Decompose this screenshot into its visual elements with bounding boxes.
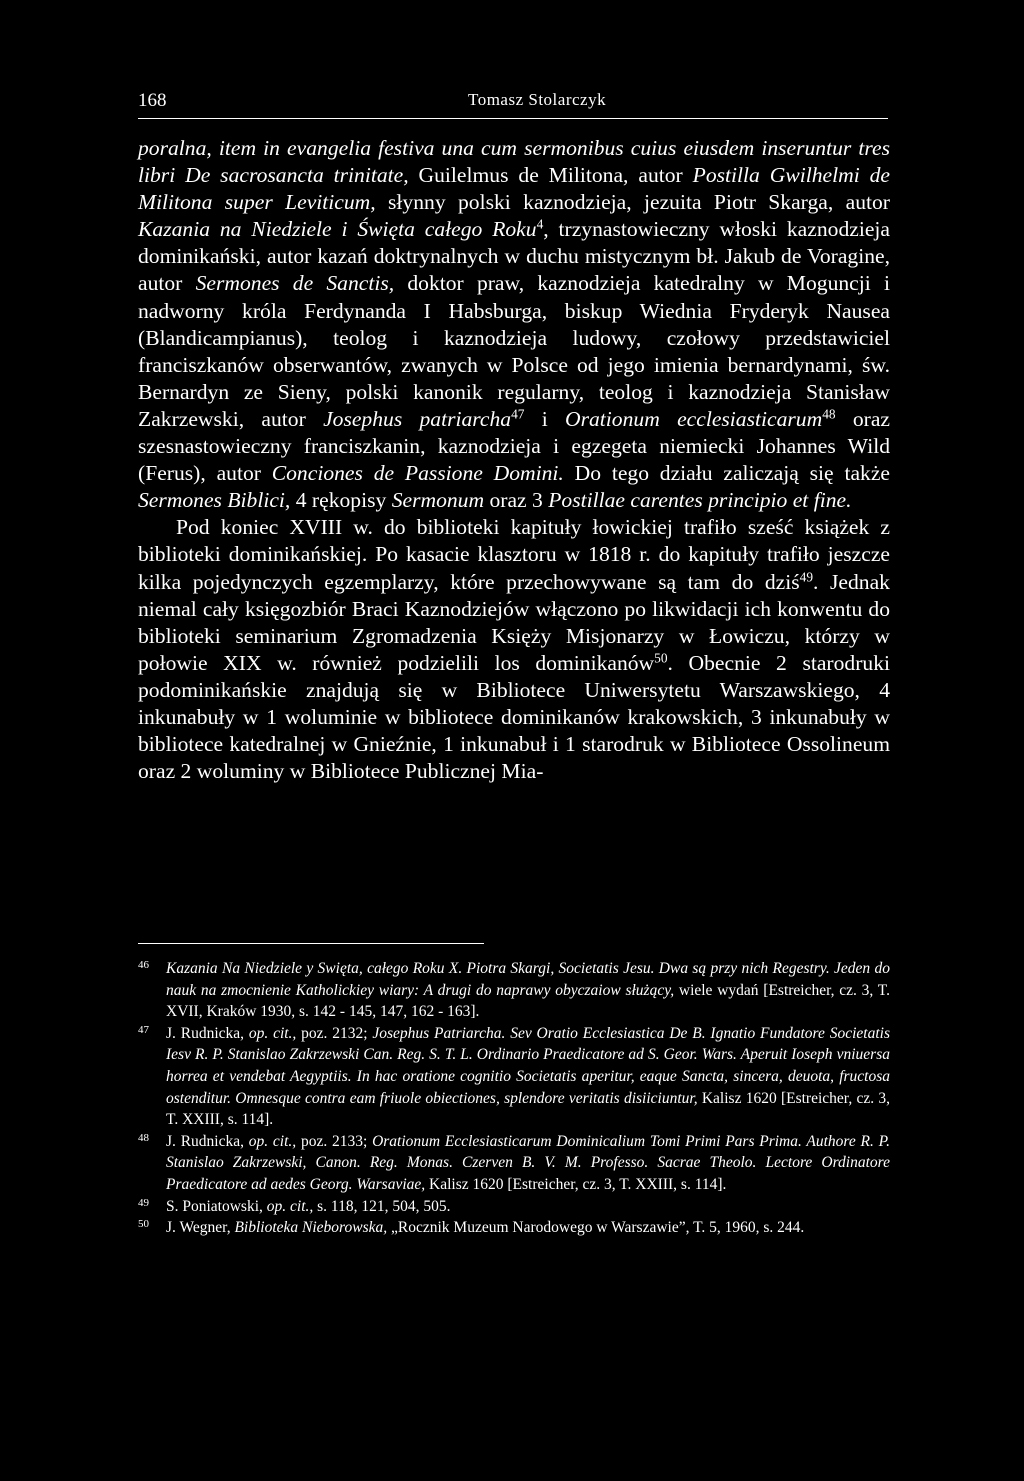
text-span: Do tego działu zaliczają się także <box>563 461 890 486</box>
text-span: . Jednak niemal cały księgozbiór Braci Kaznodziejów włączono po likwidacji ich konwentu do biblioteki seminarium Zgromadzenia Księży Misjonarzy w Łowiczu, którzy w połowie XIX w. również podzielili los dominikanów <box>138 569 890 675</box>
text-span: S. Poniatowski, <box>166 1197 267 1215</box>
text-italic: Josephus Patriarcha. Sev Oratio Ecclesiastica De B. Ignatio Fundatore Societatis Iesv R. P. Stanislao Zakrzewski Can. Reg. S. T. L. Ordinario Praedicatore ad S. Geor. Wars. Aperuit Ioseph vniuersa horrea et vendebat Aegyptiis. In hac oratione cognitio Societatis aperitur, eaque Sancta, sincera, deuota, fructosa ostenditur. Omnesque contra eam friuole obiectiones, splendore veritatis disiiciuntur, <box>166 1024 890 1107</box>
text-span: poz. 2132; <box>296 1024 373 1042</box>
text-italic: Kazania na Niedziele i Święta całego Roku <box>138 217 537 242</box>
text-span: słynny polski kaznodzieja, jezuita Piotr Skarga, autor <box>375 190 890 215</box>
page-header <box>138 90 888 120</box>
text-italic: Sermones Biblici, <box>138 488 291 513</box>
header-rule <box>138 118 888 119</box>
text-italic: Postilla Gwilhelmi de Militona super Leviticum, <box>138 163 890 215</box>
text-italic: Conciones de Passione Domini. <box>271 461 564 486</box>
footnote-ref: 50 <box>654 650 668 666</box>
footnote-50: 50 J. Wegner, Biblioteka Nieborowska, „Rocznik Muzeum Narodowego w Warszawie”, T. 5, 1960, s. 244. <box>138 1218 805 1237</box>
text-italic: op. cit., <box>266 1197 314 1215</box>
text-span: 4 rękopisy <box>290 488 392 513</box>
footnote-ref: 48 <box>822 406 836 422</box>
text-span: doktor praw, kaznodzieja katedralny w Moguncji i nadworny króla Ferdynanda I Habsburga, biskup Wiednia Fryderyk Nausea (Blandicampianus), teolog i kaznodzieja ludowy, czołowy przedstawiciel franciszkanów obserwantów, zwanych w Polsce od jego imienia bernardynami, św. Bernardyn ze Sieny, polski kanonik regularny, teolog i kaznodzieja Stanisław Zakrzewski, autor <box>138 271 890 431</box>
text-italic: op. cit., <box>248 1132 297 1150</box>
footnote-49: 49 S. Poniatowski, op. cit., s. 118, 121, 504, 505. <box>138 1196 451 1215</box>
footnote-ref: 47 <box>511 406 525 422</box>
text-span: poz. 2133; <box>296 1132 373 1150</box>
text-span: Guilelmus de Militona, autor <box>408 163 693 188</box>
text-italic: Josephus patriarcha <box>323 406 512 431</box>
text-span: J. Wegner, <box>166 1219 235 1237</box>
footnote-ref: 49 <box>799 569 814 585</box>
text-italic: Kazania Na Niedziele y Swięta, całego Roku X. Piotra Skargi, Societatis Jesu. Dwa są przy nich Regestry. Jeden do nauk na zmocnienie Katholickiey wiary: A drugi do naprawy obyczaiow służący, <box>166 960 890 999</box>
text-span: oraz 3 <box>484 488 549 513</box>
text-span: J. Rudnicka, <box>166 1132 249 1150</box>
paragraph-2 <box>138 514 890 785</box>
page-number: 168 <box>138 90 167 111</box>
footnote-48: 48 J. Rudnicka, op. cit., poz. 2133; Orationum Ecclesiasticarum Dominicalium Tomi Primi Pars Prima. Authore R. P. Stanislao Zakrzewski, Canon. Reg. Monas. Czerven B. V. M. Professo. Sacrae Theolo. Lectore Ordinatore Praedicatore ad aedes Georg. Warsaviae, Kalisz 1620 [Estreicher, cz. 3, T. XXIII, s. 114]. <box>138 1131 890 1193</box>
text-italic: Orationum ecclesiasticarum <box>565 406 823 431</box>
footnotes <box>138 958 890 1239</box>
text-italic: poralna, item in evangelia festiva una cum sermonibus cuius eiusdem inseruntur tres libri De sacrosancta trinitate, <box>138 136 890 188</box>
text-span: s. 118, 121, 504, 505. <box>313 1197 451 1215</box>
footnote-47: 47 J. Rudnicka, op. cit., poz. 2132; Josephus Patriarcha. Sev Oratio Ecclesiastica De B. Ignatio Fundatore Societatis Iesv R. P. Stanislao Zakrzewski Can. Reg. S. T. L. Ordinario Praedicatore ad S. Geor. Wars. Aperuit Ioseph vniuersa horrea et vendebat Aegyptiis. In hac oratione cognitio Societatis aperitur, eaque Sancta, sincera, deuota, fructosa ostenditur. Omnesque contra eam friuole obiectiones, splendore veritatis disiiciuntur, Kalisz 1620 [Estreicher, cz. 3, T. XXIII, s. 114]. <box>138 1023 890 1129</box>
text-italic: Postillae carentes principio et fine. <box>548 488 852 513</box>
footnote-rule <box>138 943 484 944</box>
text-span: wiele wydań [Estreicher, cz. 3, T. XVII, Kraków 1930, s. 142 - 145, 147, 162 - 163]. <box>166 981 890 1021</box>
text-span: Pod koniec XVIII w. do biblioteki kapituły łowickiej trafiło sześć książek z biblioteki dominikańskiej. Po kasacie klasztoru w 1818 r. do kapituły trafiło jeszcze kilka pojedynczych egzemplarzy, które przechowywane są tam do dziś <box>138 515 890 594</box>
text-italic: Sermonum <box>391 488 485 513</box>
text-span: J. Rudnicka, <box>166 1024 249 1042</box>
text-span: i <box>524 406 566 431</box>
text-italic: Orationum Ecclesiasticarum Dominicalium Tomi Primi Pars Prima. Authore R. P. Stanislao Zakrzewski, Canon. Reg. Monas. Czerven B. V. M. Professo. Sacrae Theolo. Lectore Ordinatore Praedicatore ad aedes Georg. Warsaviae, <box>166 1132 890 1193</box>
text-span: Kalisz 1620 [Estreicher, cz. 3, T. XXIII, s. 114]. <box>425 1175 727 1193</box>
text-span: , trzynastowieczny włoski kaznodzieja dominikański, autor kazań doktrynalnych w duchu mistycznym bł. Jakub de Voragine, autor <box>138 217 890 296</box>
main-text <box>138 135 890 785</box>
text-italic: op. cit., <box>248 1024 297 1042</box>
footnote-46: 46 Kazania Na Niedziele y Swięta, całego Roku X. Piotra Skargi, Societatis Jesu. Dwa są przy nich Regestry. Jeden do nauk na zmocnienie Katholickiey wiary: A drugi do naprawy obyczaiow służący, wiele wydań [Estreicher, cz. 3, T. XVII, Kraków 1930, s. 142 - 145, 147, 162 - 163]. <box>138 959 890 1021</box>
paragraph-1 <box>138 135 890 514</box>
text-span: . Obecnie 2 starodruki podominikańskie znajdują się w Bibliotece Uniwersytetu Warszawskiego, 4 inkunabuły w 1 woluminie w bibliotece dominikanów krakowskich, 3 inkunabuły w bibliotece katedralnej w Gnieźnie, 1 inkunabuł i 1 starodruk w Bibliotece Ossolineum oraz 2 woluminy w Bibliotece Publicznej Mia- <box>138 650 890 784</box>
text-italic: Sermones de Sanctis, <box>195 271 395 296</box>
text-span: Kalisz 1620 [Estreicher, cz. 3, T. XXIII, s. 114]. <box>166 1089 890 1129</box>
text-span: „Rocznik Muzeum Narodowego w Warszawie”, T. 5, 1960, s. 244. <box>387 1219 805 1237</box>
footnote-ref: 4 <box>536 216 544 232</box>
text-italic: Biblioteka Nieborowska, <box>234 1219 388 1237</box>
running-head: Tomasz Stolarczyk <box>468 90 607 109</box>
text-span: oraz szesnastowieczny franciszkanin, kaznodzieja i egzegeta niemiecki Johannes Wild (Ferus), autor <box>138 406 890 486</box>
